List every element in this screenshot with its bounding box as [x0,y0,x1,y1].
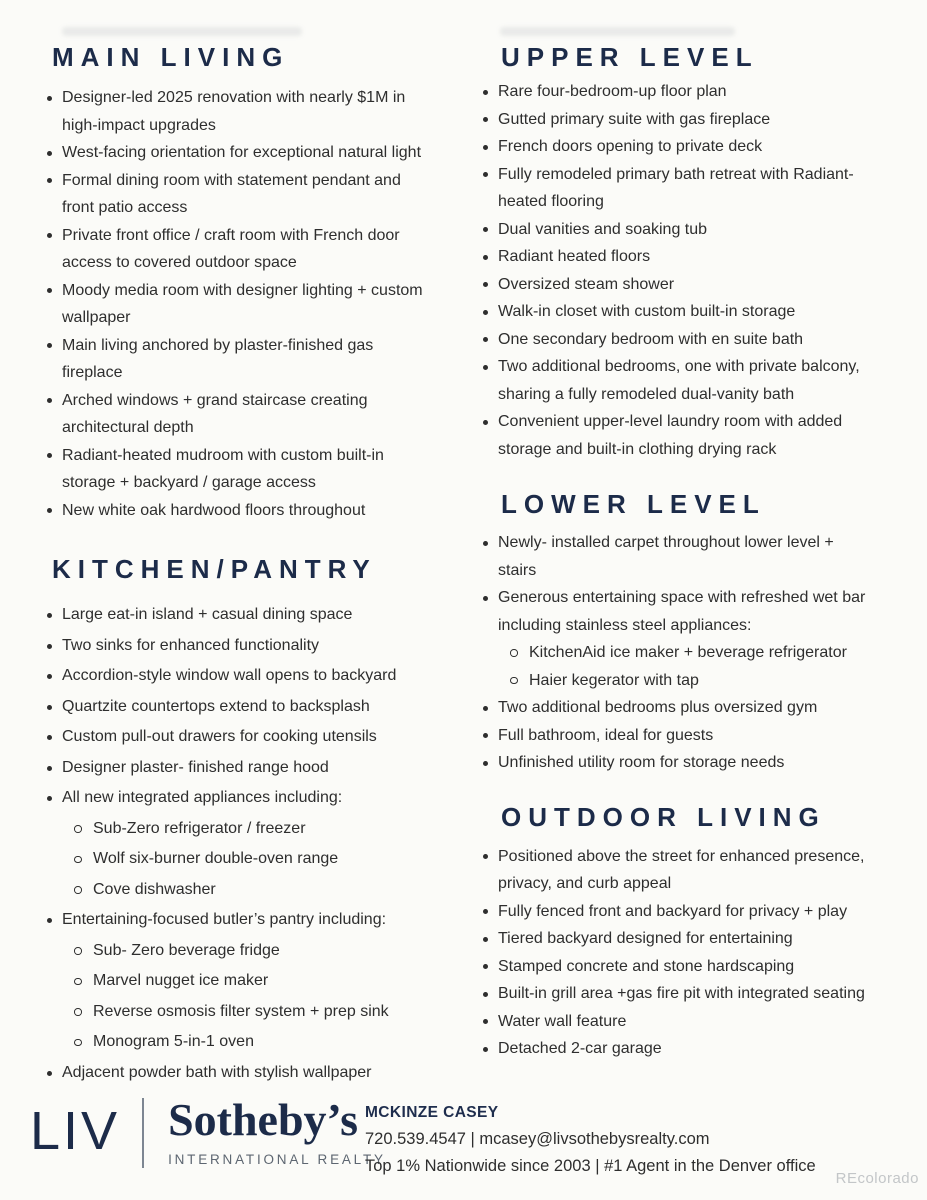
list-item-text: Fully remodeled primary bath retreat with Radiant-heated flooring [498,165,854,210]
section-title-upper-level: UPPER LEVEL [501,42,759,72]
list-item [42,753,437,784]
section-title-lower-level: LOWER LEVEL [501,489,766,519]
list-item-text: Positioned above the street for enhanced presence, privacy, and curb appeal [498,847,865,892]
list-item-text: French doors opening to private deck [498,138,763,155]
list-item-text: Quartzite countertops extend to backsplash [62,697,370,715]
sothebys-logo-text: Sotheby’s [168,1094,359,1145]
list-item [481,408,871,463]
sub-list-item-text: Wolf six-burner double-oven range [93,850,339,867]
sub-list [62,814,437,906]
sub-list-item [498,639,871,667]
list-item-text: Dual vanities and soaking tub [498,220,708,238]
list-item [481,78,871,106]
list-item-text: Walk-in closet with custom built-in storage [498,303,796,320]
list-item [42,692,437,723]
list-item [481,216,871,244]
list-item [481,161,871,216]
list-item [42,600,437,631]
list-item-text: Two sinks for enhanced functionality [62,636,320,654]
section-title-main-living: MAIN LIVING [52,42,290,72]
sub-list-item [62,997,437,1028]
list-item [481,925,871,953]
lower-level-list [481,529,871,777]
sub-list-item [62,844,437,875]
list-item-text: Main living anchored by plaster-finished gas fireplace [62,336,374,381]
list-item [481,1008,871,1036]
liv-sothebys-logo [30,1094,386,1168]
list-item [481,694,871,722]
list-item-text: Designer plaster- finished range hood [62,758,329,776]
list-item-text: Built-in grill area +gas fire pit with integrated seating [498,985,865,1002]
list-item [42,139,437,167]
list-item-text: Tiered backyard designed for entertaining [498,930,793,947]
list-item [42,167,437,222]
list-item-text: Radiant-heated mudroom with custom built-in storage + backyard / garage access [62,446,384,491]
sub-list-item-text: Haier kegerator with tap [529,671,699,689]
list-item-text: Two additional bedrooms, one with private balcony, sharing a fully remodeled dual-vanity bath [498,358,860,403]
list-item-text: Rare four-bedroom-up floor plan [498,83,727,100]
sub-list-item-text: Marvel nugget ice maker [93,972,269,989]
agent-name: MCKINZE CASEY [365,1104,499,1121]
list-item-text: Fully fenced front and backyard for privacy + play [498,902,848,920]
list-item-text: Oversized steam shower [498,275,675,293]
list-item-text: Convenient upper-level laundry room with added storage and built-in clothing drying rack [498,413,843,458]
list-item-text: West-facing orientation for exceptional natural light [62,144,422,161]
list-item-text: Newly- installed carpet throughout lower level + stairs [498,534,834,579]
agent-tagline: Top 1% Nationwide since 2003 | #1 Agent in the Denver office [365,1157,816,1175]
list-item [42,631,437,662]
sub-list-item-text: KitchenAid ice maker + beverage refrigerator [529,644,847,661]
list-item [481,953,871,981]
list-item [481,353,871,408]
agent-contact: 720.539.4547 | mcasey@livsothebysrealty.com [365,1130,710,1148]
list-item [481,749,871,777]
list-item [42,661,437,692]
sub-list-item [62,875,437,906]
list-item [481,271,871,299]
list-item-text: Unfinished utility room for storage needs [498,754,785,771]
main-living-list [42,84,437,524]
international-realty-text: INTERNATIONAL REALTY [168,1152,386,1167]
sub-list-item-text: Reverse osmosis filter system + prep sink [93,1002,389,1020]
list-item [481,298,871,326]
brand-stack [168,1094,386,1167]
list-item-text: Entertaining-focused butler’s pantry including: [62,911,387,928]
sub-list-item [62,936,437,967]
list-item [481,980,871,1008]
list-item-text: Water wall feature [498,1012,627,1030]
sub-list [62,936,437,1058]
list-item [42,277,437,332]
liv-logo-text: LIV [30,1101,121,1161]
sub-list [498,639,871,694]
sub-list-item [62,1027,437,1058]
list-item [42,497,437,525]
list-item-text: Full bathroom, ideal for guests [498,726,714,744]
list-item [481,326,871,354]
sub-list-item [498,667,871,695]
scan-artifact [62,27,302,36]
sub-list-item [62,966,437,997]
list-item [481,1035,871,1063]
sub-list-item-text: Sub- Zero beverage fridge [93,941,280,959]
list-item [481,106,871,134]
list-item-text: Stamped concrete and stone hardscaping [498,957,795,975]
list-item-text: Generous entertaining space with refreshed wet bar including stainless steel appliances: [498,589,866,634]
sub-list-item-text: Sub-Zero refrigerator / freezer [93,819,306,837]
list-item-text: Custom pull-out drawers for cooking utensils [62,728,377,745]
sub-list-item [62,814,437,845]
right-column [481,42,891,1063]
list-item [42,905,437,1058]
list-item [42,222,437,277]
list-item [42,387,437,442]
list-item-text: Formal dining room with statement pendant and front patio access [62,171,401,216]
list-item-text: Adjacent powder bath with stylish wallpaper [62,1063,372,1081]
list-item-text: Private front office / craft room with French door access to covered outdoor space [62,226,400,271]
list-item-text: Designer-led 2025 renovation with nearly $1M in high-impact upgrades [62,89,406,134]
list-item-text: Detached 2-car garage [498,1040,662,1057]
sub-list-item-text: Monogram 5-in-1 oven [93,1033,254,1050]
list-item [481,898,871,926]
list-item-text: Moody media room with designer lighting + custom wallpaper [62,281,423,326]
logo-divider [142,1098,144,1168]
list-item [481,584,871,694]
section-title-outdoor-living: OUTDOOR LIVING [501,801,826,832]
list-item [481,133,871,161]
list-item-text: New white oak hardwood floors throughout [62,501,366,519]
recolorado-watermark: REcolorado [835,1170,919,1187]
outdoor-living-list [481,843,871,1063]
list-item-text: Gutted primary suite with gas fireplace [498,110,771,128]
agent-info [365,1104,816,1176]
list-item [42,1058,437,1089]
scan-artifact [500,27,735,36]
list-item-text: Large eat-in island + casual dining space [62,606,353,623]
list-item [42,84,437,139]
list-item [42,442,437,497]
kitchen-pantry-list [42,600,437,1088]
list-item [481,843,871,898]
list-item-text: All new integrated appliances including: [62,789,343,806]
left-column [42,42,460,1088]
list-item-text: One secondary bedroom with en suite bath [498,330,804,348]
list-item [42,783,437,905]
list-item [481,722,871,750]
sub-list-item-text: Cove dishwasher [93,880,216,898]
upper-level-list [481,78,871,463]
list-item [42,722,437,753]
list-item-text: Arched windows + grand staircase creating architectural depth [62,391,368,436]
section-title-kitchen-pantry: KITCHEN/PANTRY [52,554,377,584]
list-item-text: Radiant heated floors [498,248,651,265]
list-item-text: Accordion-style window wall opens to backyard [62,667,397,684]
list-item [42,332,437,387]
list-item [481,529,871,584]
list-item [481,243,871,271]
list-item-text: Two additional bedrooms plus oversized gym [498,699,818,716]
